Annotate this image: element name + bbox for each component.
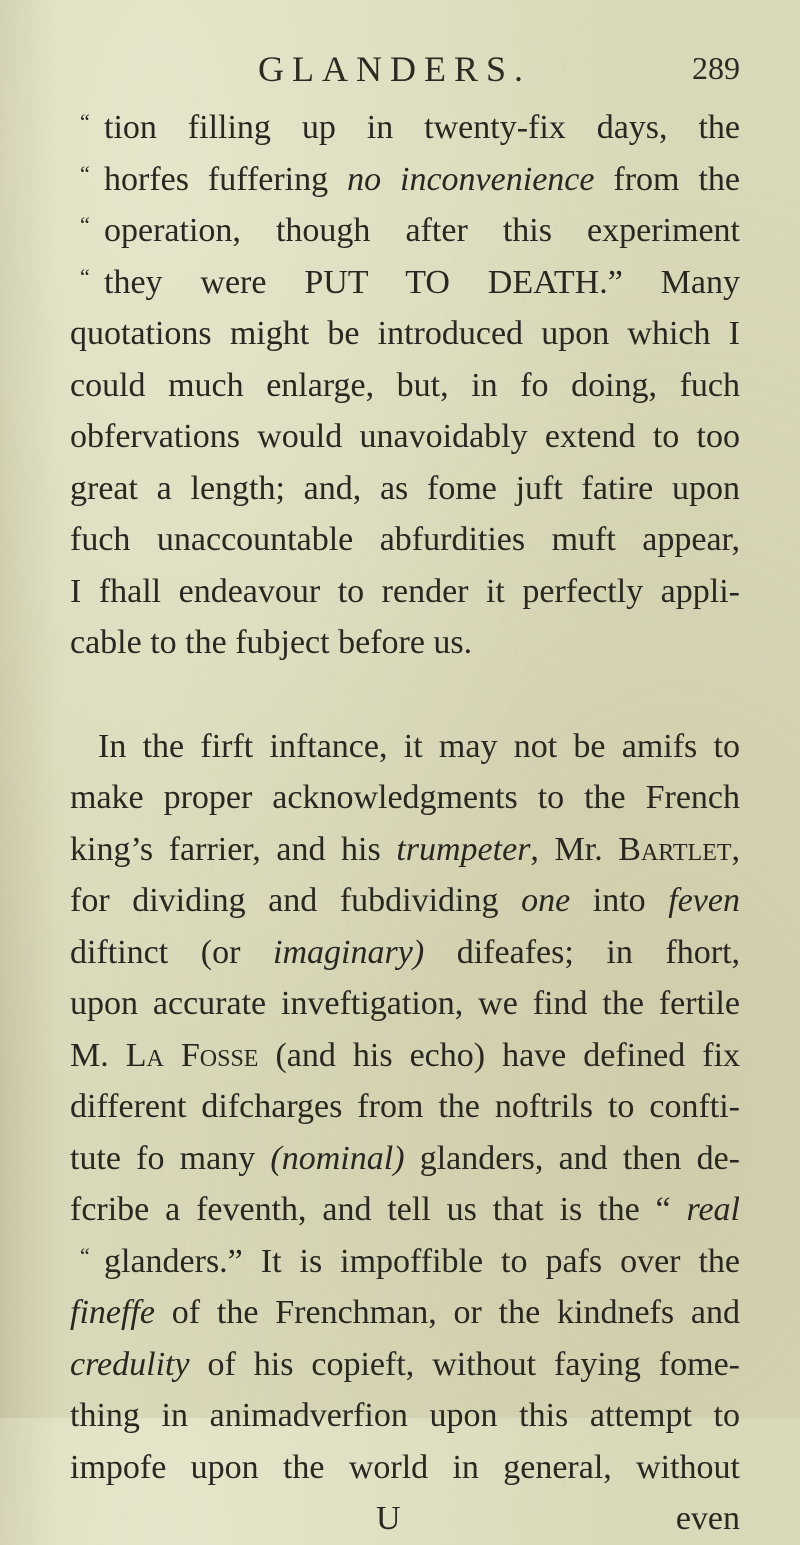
small-caps-name: La Fosse: [125, 1036, 259, 1074]
line-text: different difcharges from the noftrils to confti-: [70, 1088, 740, 1125]
text-line: [70, 360, 740, 412]
italic-text: feven: [668, 882, 740, 919]
page-number: 289: [692, 50, 740, 86]
line-text: from the: [594, 160, 740, 198]
line-text: great a length; and, as fome juft fatire upon: [70, 469, 740, 507]
line-text: fcribe a feventh, and tell us that is the “: [70, 1191, 687, 1228]
quote-mark: “: [80, 1242, 90, 1268]
catchword: even: [675, 1500, 740, 1537]
italic-text: imaginary): [273, 933, 425, 971]
line-text: glanders.” It is impoffible to pafs over the: [104, 1242, 740, 1280]
line-text: king’s farrier, and his: [70, 830, 397, 868]
italic-text: (nominal): [270, 1139, 405, 1177]
line-text: impofe upon the world in general, without: [70, 1448, 740, 1486]
line-text: I fhall endeavour to render it perfectly appli-: [70, 572, 740, 610]
page-footer: [70, 1493, 740, 1545]
line-text: upon accurate inveftigation, we find the fertile: [70, 985, 740, 1022]
line-text: fuch unaccountable abfurdities muft appear,: [70, 521, 740, 558]
signature-mark: U: [376, 1500, 401, 1537]
text-line: [70, 927, 740, 979]
text-line: [70, 1339, 740, 1391]
text-line: [70, 411, 740, 463]
italic-text: one: [521, 882, 571, 919]
line-text: for dividing and fubdividing: [70, 882, 522, 919]
text-line: [70, 772, 740, 824]
text-line: [70, 308, 740, 360]
text-line: [70, 1184, 740, 1236]
text-line: [70, 617, 740, 669]
text-line: [70, 1442, 740, 1494]
text-line: [70, 257, 740, 309]
line-text: quotations might be introduced upon which I: [70, 315, 740, 352]
text-line: [70, 205, 740, 257]
line-text: M.: [70, 1036, 126, 1074]
line-text: glanders, and then de-: [404, 1139, 740, 1177]
line-text: could much enlarge, but, in fo doing, fuch: [70, 366, 740, 404]
italic-text: fineffe: [70, 1294, 155, 1331]
line-text: In the firft inftance, it may not be amifs to: [98, 727, 740, 765]
text-line: [70, 1236, 740, 1288]
text-line: [70, 721, 740, 773]
paragraph-2: [70, 721, 740, 1494]
small-caps-name: Bartlet: [618, 830, 732, 868]
text-line: [70, 102, 740, 154]
line-text: tion filling up in twenty-fix days, the: [104, 109, 740, 146]
quote-mark: “: [80, 109, 90, 134]
text-line: [70, 1030, 740, 1082]
book-page: [70, 40, 740, 1545]
text-line: [70, 875, 740, 927]
line-text: difeafes; in fhort,: [424, 933, 741, 971]
text-line: [70, 1133, 740, 1185]
running-head: [70, 40, 740, 102]
line-text: , Mr.: [530, 830, 619, 868]
line-text: horfes fuffering: [104, 160, 348, 198]
line-text: cable to the fubject before us.: [70, 624, 473, 661]
quote-mark: “: [80, 263, 90, 289]
running-title: GLANDERS.: [258, 49, 532, 89]
quote-mark: “: [80, 160, 90, 186]
line-text: diftinct (or: [70, 933, 274, 971]
text-line: [70, 514, 740, 566]
line-text: make proper acknowledgments to the French: [70, 779, 740, 816]
text-line: [70, 1287, 740, 1339]
line-text: (and his echo) have defined fix: [258, 1036, 741, 1074]
line-text: of the Frenchman, or the kindnefs and: [154, 1294, 740, 1331]
italic-text: credulity: [70, 1345, 190, 1383]
line-text: they were PUT TO DEATH.” Many: [104, 263, 740, 301]
text-line: [70, 824, 740, 876]
line-text: operation, though after this experiment: [104, 212, 740, 249]
text-line: [70, 1390, 740, 1442]
line-text: thing in animadverfion upon this attempt to: [70, 1397, 740, 1434]
italic-text: real: [686, 1191, 740, 1228]
line-text: obfervations would unavoidably extend to too: [70, 418, 740, 455]
paragraph-1: [70, 102, 740, 669]
paragraph-gap: [70, 669, 740, 721]
line-text: into: [570, 882, 669, 919]
italic-text: no inconvenience: [347, 160, 595, 198]
italic-text: trumpeter: [396, 830, 531, 868]
text-line: [70, 1081, 740, 1133]
text-line: [70, 978, 740, 1030]
quote-mark: “: [80, 212, 90, 237]
text-line: [70, 463, 740, 515]
line-text: ,: [731, 830, 741, 868]
text-line: [70, 154, 740, 206]
line-text: of his copieft, without faying fome-: [189, 1345, 740, 1383]
line-text: tute fo many: [70, 1139, 271, 1177]
text-line: [70, 566, 740, 618]
